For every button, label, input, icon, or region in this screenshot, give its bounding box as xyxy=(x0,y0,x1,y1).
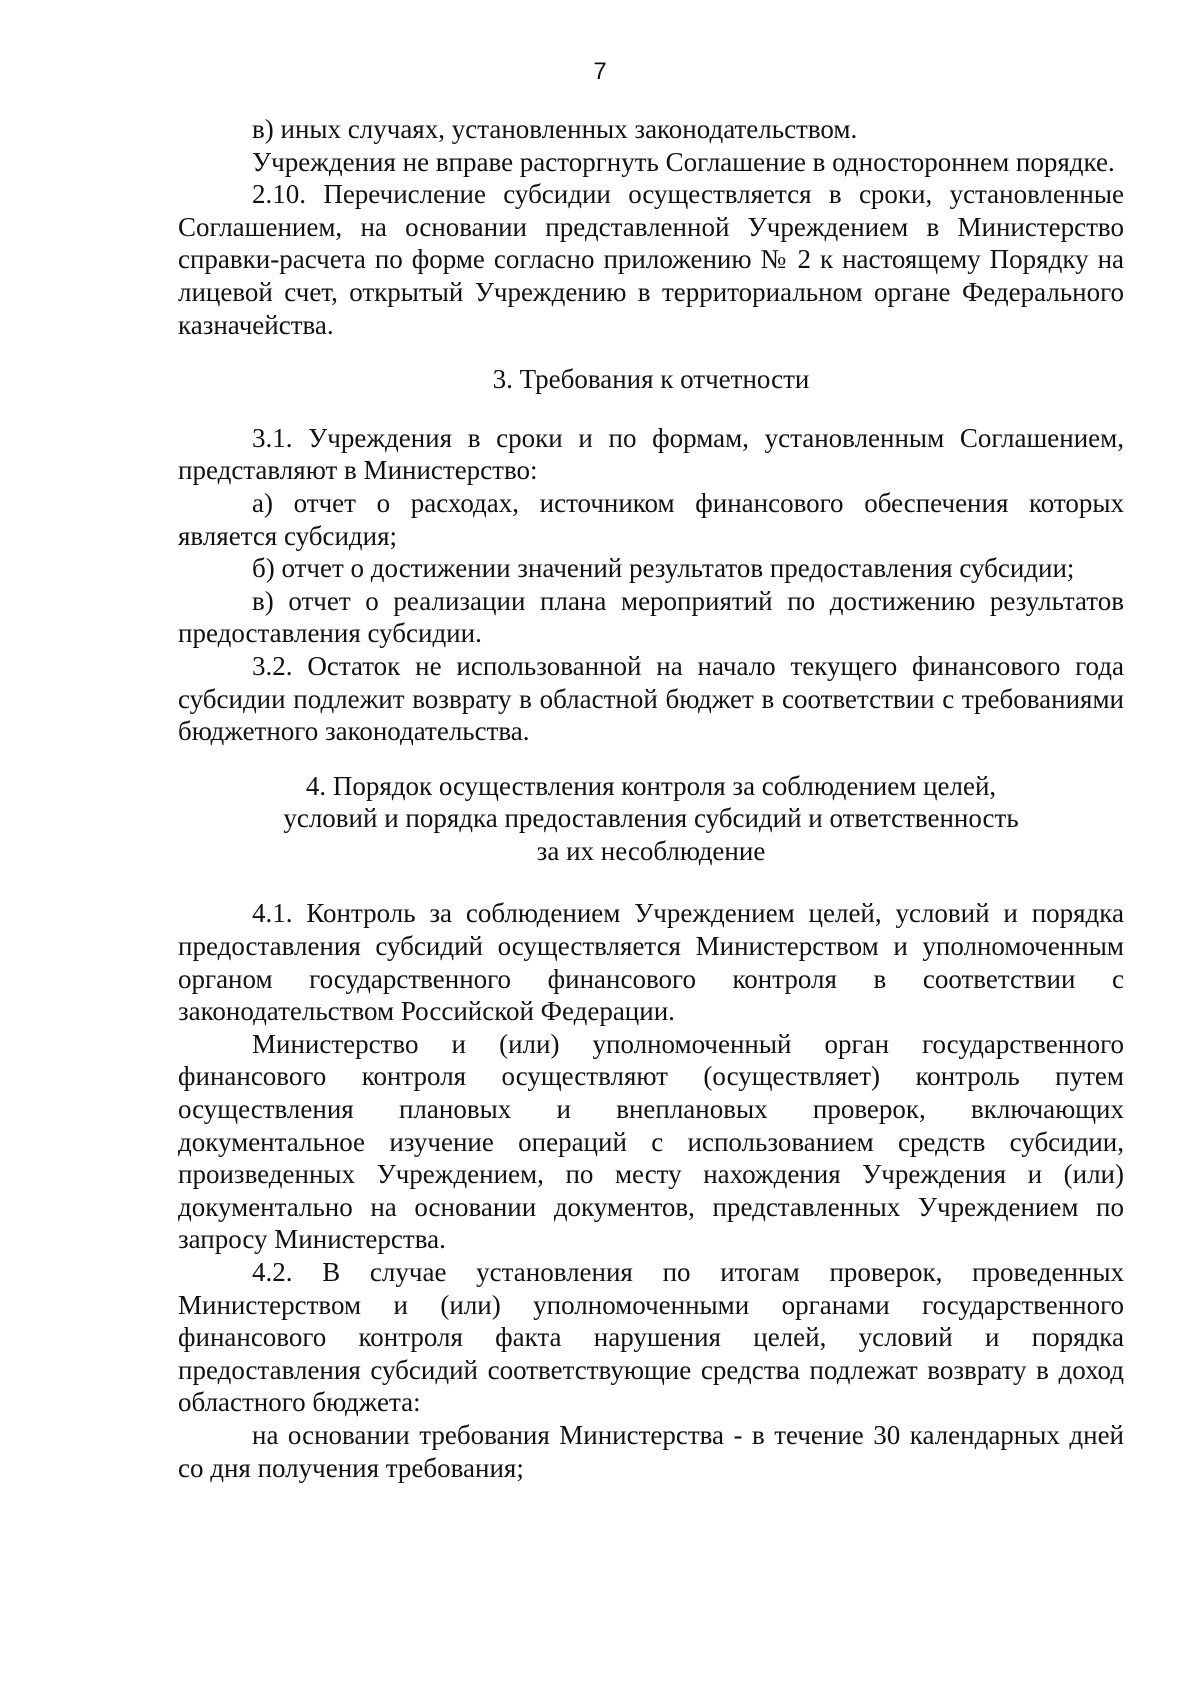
paragraph: а) отчет о расходах, источником финансового обеспечения которых является субсидия; xyxy=(178,487,1124,551)
section-heading-4 xyxy=(178,770,1124,868)
paragraph: на основании требования Министерства - в течение 30 календарных дней со дня получения требования; xyxy=(178,1419,1124,1483)
heading-line: 4. Порядок осуществления контроля за соблюдением целей, xyxy=(305,770,997,801)
paragraph: б) отчет о достижении значений результатов предоставления субсидии; xyxy=(252,553,1075,584)
heading-line: за их несоблюдение xyxy=(536,835,766,866)
heading-line: условий и порядка предоставления субсидий и ответственность xyxy=(283,803,1019,834)
paragraph: Учреждения не вправе расторгнуть Соглашение в одностороннем порядке. xyxy=(252,146,1115,177)
paragraph: 4.1. Контроль за соблюдением Учреждением целей, условий и порядка предоставления субсидий осуществляется Министерством и уполномоченным органом государственного финансового контроля в соответствии с законодательством Российской Федерации. xyxy=(178,898,1124,1027)
paragraph: 3.2. Остаток не использованной на начало текущего финансового года субсидии подлежит возврату в областной бюджет в соответствии с требованиями бюджетного законодательства. xyxy=(178,650,1124,747)
paragraph: 4.2. В случае установления по итогам проверок, проведенных Министерством и (или) уполномоченными органами государственного финансового контроля факта нарушения целей, условий и порядка предоставления субсидий соответствующие средства подлежат возврату в доход областного бюджета: xyxy=(178,1257,1124,1418)
page-number: 7 xyxy=(593,58,607,85)
paragraph: 2.10. Перечисление субсидии осуществляется в сроки, установленные Соглашением, на основании представленной Учреждением в Министерство справки-расчета по форме согласно приложению № 2 к настоящему Порядку на лицевой счет, открытый Учреждению в территориальном органе Федерального казначейства. xyxy=(178,179,1124,340)
paragraph: Министерство и (или) уполномоченный орган государственного финансового контроля осуществляют (осуществляет) контроль путем осуществления плановых и внеплановых проверок, включающих документальное изучение операций с использованием средств субсидии, произведенных Учреждением, по месту нахождения Учреждения и (или) документально на основании документов, представленных Учреждением по запросу Министерства. xyxy=(178,1028,1124,1255)
paragraph: в) иных случаях, установленных законодательством. xyxy=(252,114,858,144)
section-heading-3: 3. Требования к отчетности xyxy=(492,364,810,395)
document-body xyxy=(178,113,1124,1484)
paragraph: 3.1. Учреждения в сроки и по формам, установленным Соглашением, представляют в Министерство: xyxy=(178,422,1124,486)
paragraph: в) отчет о реализации плана мероприятий по достижению результатов предоставления субсидии. xyxy=(178,585,1124,649)
